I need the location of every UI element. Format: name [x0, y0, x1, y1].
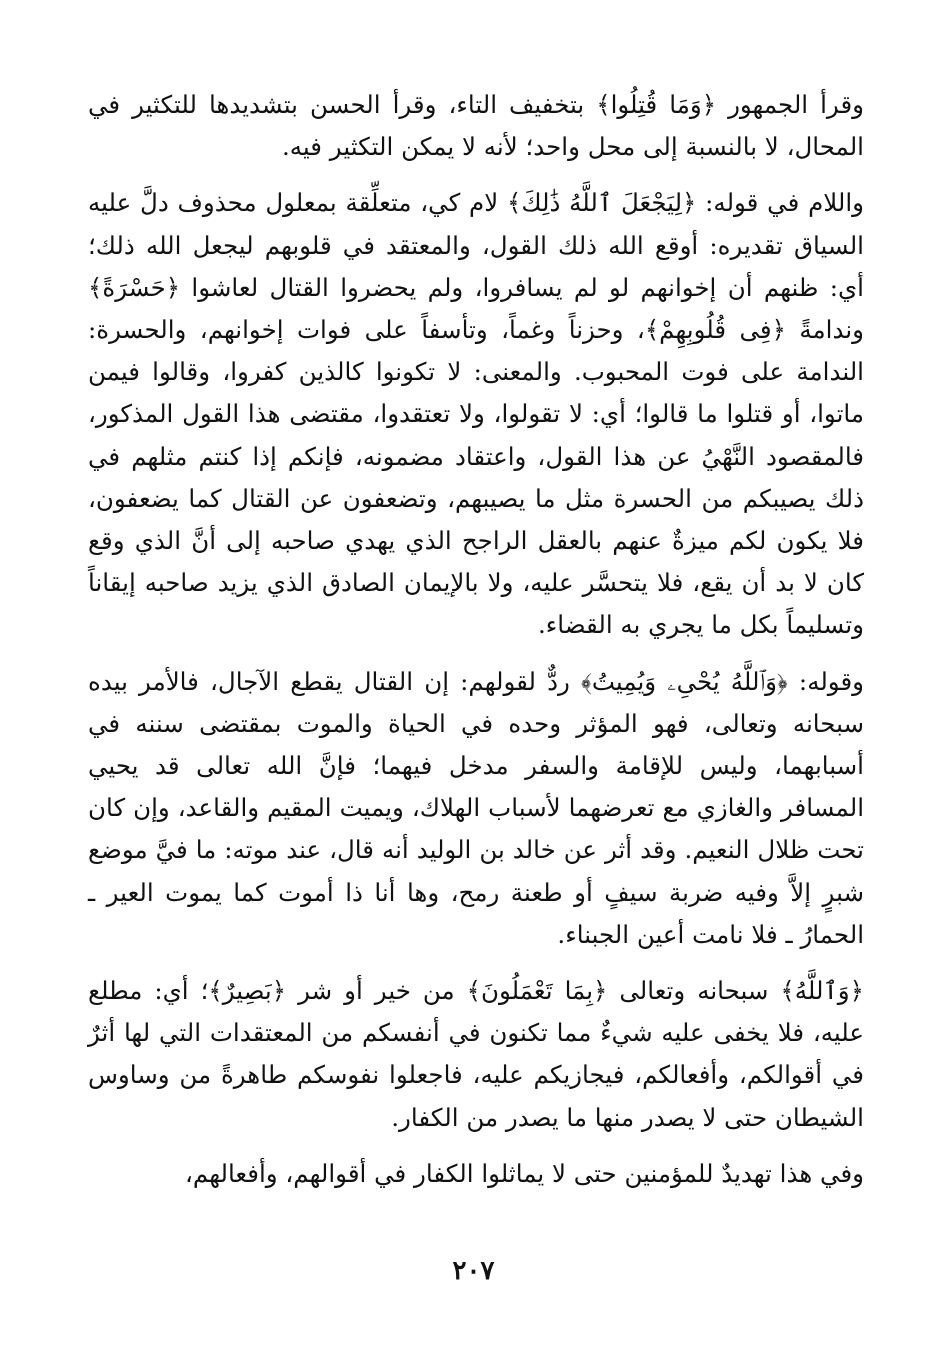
paragraph-4: ﴿وَٱللَّهُ﴾ سبحانه وتعالى ﴿بِمَا تَعْمَلُونَ﴾ من خير أو شر ﴿بَصِيرٌ﴾؛ أي: مطلع عليه، فلا يخفى عليه شيءٌ مما تكنون في أنفسكم من المعتقدات التي لها أثرٌ في أقوالكم، وأفعالكم، فيجازيكم عليه، فاجعلوا نفوسكم طاهرةً من وساوس الشيطان حتى لا يصدر منها ما يصدر من الكفار. — [88, 976, 864, 1132]
paragraph-5: وفي هذا تهديدٌ للمؤمنين حتى لا يماثلوا الكفار في أقوالهم، وأفعالهم، — [185, 1158, 864, 1188]
paragraph-3: وقوله: ﴿وَٱللَّهُ يُحْىِۦ وَيُمِيتُ﴾ ردٌّ لقولهم: إن القتال يقطع الآجال، فالأمر بيده سبحانه وتعالى، فهو المؤثر وحده في الحياة والموت بمقتضى سننه في أسبابهما، وليس للإقامة والسفر مدخل فيهما؛ فإنَّ الله تعالى قد يحيي المسافر والغازي مع تعرضهما لأسباب الهلاك، ويميت المقيم والقاعد، وإن كان تحت ظلال النعيم. وقد أثر عن خالد بن الوليد أنه قال، عند موته: ما فيَّ موضع شبرٍ إلاَّ وفيه ضربة سيفٍ أو طعنة رمح، وها أنا ذا أموت كما يموت العير ـ الحمارُ ـ فلا نامت أعين الجبناء. — [88, 666, 864, 949]
paragraph-1: وقرأ الجمهور ﴿وَمَا قُتِلُوا﴾ بتخفيف التاء، وقرأ الحسن بتشديدها للتكثير في المحال، لا بالنسبة إلى محل واحد؛ لأنه لا يمكن التكثير فيه. — [88, 90, 864, 162]
paragraph-2: واللام في قوله: ﴿لِيَجْعَلَ ٱللَّهُ ذَٰلِكَ﴾ لام كي، متعلِّقة بمعلول محذوف دلَّ عليه السياق تقديره: أوقع الله ذلك القول، والمعتقد في قلوبهم ليجعل الله ذلك؛ أي: ظنهم أن إخوانهم لو لم يسافروا، ولم يحضروا القتال لعاشوا ﴿حَسْرَةً﴾ وندامةً ﴿فِى قُلُوبِهِمْ﴾، وحزناً وغماً، وتأسفاً على فوات إخوانهم، والحسرة: الندامة على فوت المحبوب. والمعنى: لا تكونوا كالذين كفروا، وقالوا فيمن ماتوا، أو قتلوا ما قالوا؛ أي: لا تقولوا، ولا تعتقدوا، مقتضى هذا القول المذكور، فالمقصود النَّهْيُ عن هذا القول، واعتقاد مضمونه، فإنكم إذا كنتم مثلهم في ذلك يصيبكم من الحسرة مثل ما يصيبهم، وتضعفون عن القتال كما يضعفون، فلا يكون لكم ميزةٌ عنهم بالعقل الراجح الذي يهدي صاحبه إلى أنَّ الذي وقع كان لا بد أن يقع، فلا يتحسَّر عليه، ولا بالإيمان الصادق الذي يزيد صاحبه إيقاناً وتسليماً بكل ما يجري به القضاء. — [88, 188, 864, 640]
page-number: ٢٠٧ — [452, 1256, 495, 1286]
page-body — [88, 84, 864, 1209]
